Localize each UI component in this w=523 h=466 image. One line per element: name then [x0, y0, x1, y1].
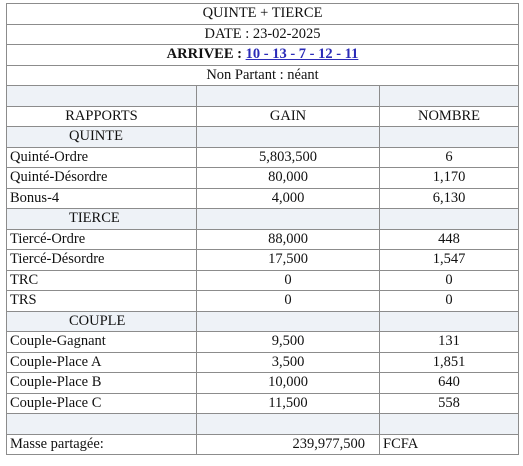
row-nombre: 1,851: [380, 352, 519, 373]
section-title: COUPLE: [7, 311, 197, 332]
table-row: [7, 270, 519, 291]
row-nombre: 1,547: [380, 250, 519, 271]
non-partant: Non Partant : néant: [7, 65, 519, 86]
row-gain: 0: [197, 270, 380, 291]
row-gain: 5,803,500: [197, 147, 380, 168]
race-title: QUINTE + TIERCE: [7, 4, 519, 25]
row-label: Tiercé-Désordre: [7, 250, 197, 271]
table-row: [7, 168, 519, 189]
footer-row: [7, 434, 519, 455]
arrivee-label: ARRIVEE :: [166, 46, 242, 62]
row-gain: 88,000: [197, 229, 380, 250]
table-row: [7, 332, 519, 353]
row-label: Quinté-Désordre: [7, 168, 197, 189]
row-gain: 0: [197, 291, 380, 312]
row-nombre: 0: [380, 291, 519, 312]
row-nombre: 640: [380, 373, 519, 394]
section-tierce: [7, 209, 519, 230]
row-nombre: 6: [380, 147, 519, 168]
row-nombre: 448: [380, 229, 519, 250]
row-nombre: 1,170: [380, 168, 519, 189]
row-label: Bonus-4: [7, 188, 197, 209]
table-row: [7, 147, 519, 168]
table-row: [7, 250, 519, 271]
section-quinte: [7, 127, 519, 148]
table-row: [7, 393, 519, 414]
non-partant-row: [7, 65, 519, 86]
masse-label: Masse partagée:: [7, 434, 197, 455]
section-couple: [7, 311, 519, 332]
row-gain: 3,500: [197, 352, 380, 373]
row-nombre: 6,130: [380, 188, 519, 209]
table-row: [7, 188, 519, 209]
row-label: TRC: [7, 270, 197, 291]
row-label: Couple-Place A: [7, 352, 197, 373]
date-row: [7, 24, 519, 45]
spacer-row: [7, 414, 519, 435]
section-title: QUINTE: [7, 127, 197, 148]
title-row: [7, 4, 519, 25]
row-gain: 17,500: [197, 250, 380, 271]
race-date: DATE : 23-02-2025: [7, 24, 519, 45]
row-nombre: 0: [380, 270, 519, 291]
table-row: [7, 352, 519, 373]
row-label: Couple-Place C: [7, 393, 197, 414]
row-label: Couple-Gagnant: [7, 332, 197, 353]
arrivee-link[interactable]: 10 - 13 - 7 - 12 - 11: [245, 46, 359, 62]
row-nombre: 131: [380, 332, 519, 353]
table-row: [7, 291, 519, 312]
row-label: Quinté-Ordre: [7, 147, 197, 168]
col-nombre: NOMBRE: [380, 106, 519, 127]
row-nombre: 558: [380, 393, 519, 414]
column-header-row: [7, 106, 519, 127]
table-row: [7, 373, 519, 394]
row-label: Tiercé-Ordre: [7, 229, 197, 250]
masse-currency: FCFA: [380, 434, 519, 455]
col-rapports: RAPPORTS: [7, 106, 197, 127]
row-gain: 11,500: [197, 393, 380, 414]
row-gain: 4,000: [197, 188, 380, 209]
arrivee-row: [7, 45, 519, 66]
results-table: [6, 3, 519, 455]
col-gain: GAIN: [197, 106, 380, 127]
spacer-row: [7, 86, 519, 107]
row-label: TRS: [7, 291, 197, 312]
row-gain: 10,000: [197, 373, 380, 394]
section-title: TIERCE: [7, 209, 197, 230]
table-row: [7, 229, 519, 250]
row-gain: 80,000: [197, 168, 380, 189]
masse-value: 239,977,500: [197, 434, 380, 455]
row-gain: 9,500: [197, 332, 380, 353]
row-label: Couple-Place B: [7, 373, 197, 394]
